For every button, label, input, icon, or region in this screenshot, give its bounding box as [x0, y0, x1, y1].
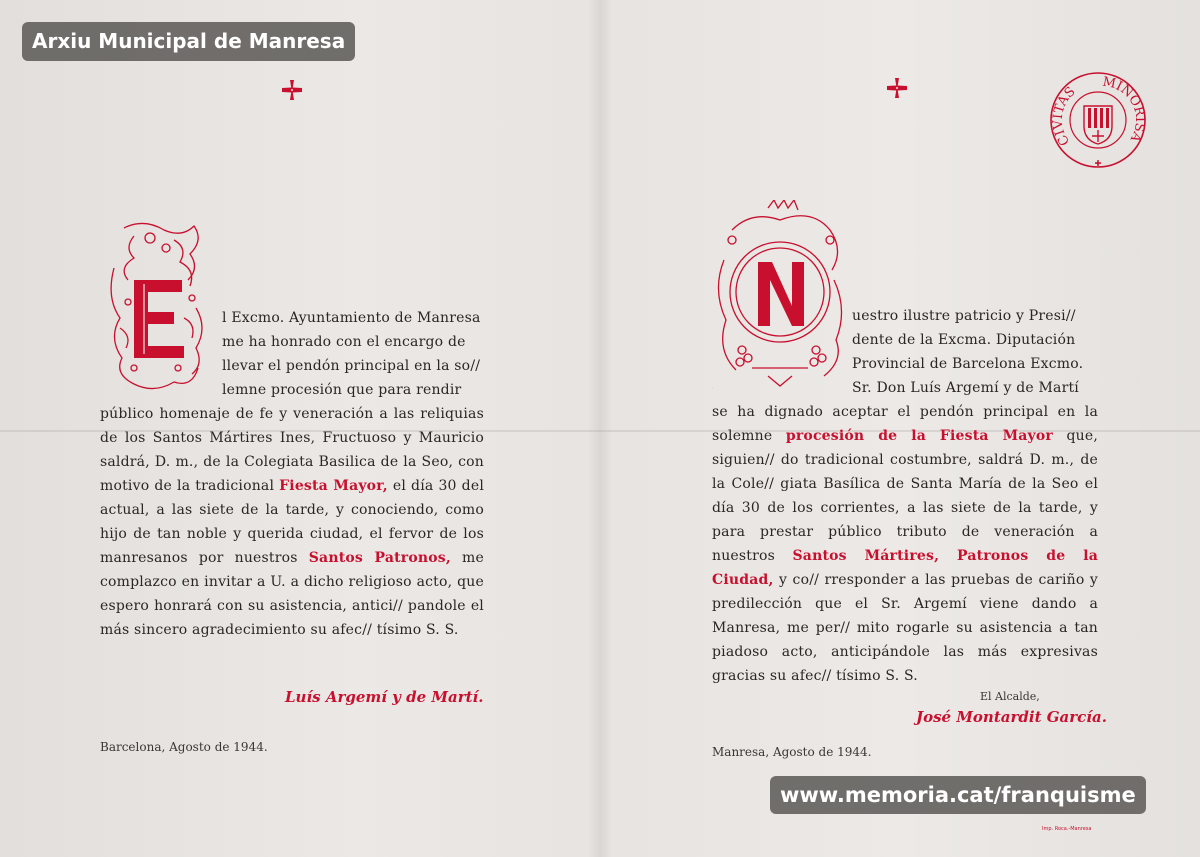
left-line-3: llevar el pendón principal en la so// [222, 358, 481, 374]
right-line-1: uestro ilustre patricio y Presi// [852, 308, 1076, 324]
cross-icon [282, 80, 302, 100]
right-signature: José Montardit García. [916, 708, 1107, 726]
right-body-part2: que, siguien// do tradicional costumbre, saldrá D. m., de la Cole// giata Basílica de Santa María de la Seo el día 30 de los corrientes, a las siete de la tarde, y para prestar público tributo de veneración a nuestros [712, 428, 1098, 564]
initial-letter: N [712, 389, 713, 390]
right-line-4: Sr. Don Luís Argemí y de Martí [852, 380, 1079, 396]
seal-text-left: CIVITAS [1050, 84, 1079, 149]
right-line-2: dente de la Excma. Diputación [852, 332, 1076, 348]
cross-icon [887, 78, 907, 98]
right-opening-lines [852, 304, 1096, 400]
left-body-part3: me complazco en invitar a U. a dicho religioso acto, que espero honrará con su asistencia, antici// pandole el más sincero agradecimiento su afec// tísimo S. S. [100, 550, 485, 638]
left-body-part1: público homenaje de fe y veneración a las reliquias de los Santos Mártires Ines, Fructuoso y Mauricio saldrá, D. m., de la Colegiata Basilica de la Seo, con motivo de la tradicional [100, 406, 484, 494]
right-body-part3: y co// rresponder a las pruebas de cariño y predilección que el Sr. Argemí viene dando a Manresa, me per// mito rogarle su asistencia a tan piadoso acto, anticipándole las más expresivas gracias su afec// tísimo S. S. [712, 572, 1099, 684]
right-highlight-procesion: procesión de la Fiesta Mayor [785, 428, 1053, 444]
right-line-3: Provincial de Barcelona Excmo. [852, 356, 1084, 372]
initial-letter: E [126, 388, 127, 389]
right-body-part1: se ha dignado aceptar el pendón principal en la solemne [712, 404, 1098, 444]
website-watermark: www.memoria.cat/franquisme [770, 776, 1146, 814]
archive-watermark: Arxiu Municipal de Manresa [22, 22, 355, 61]
right-place-date: Manresa, Agosto de 1944. [712, 745, 872, 759]
svg-text:✚: ✚ [1094, 159, 1102, 168]
right-highlight-martires: Santos Mártires, Patronos de la Ciudad, [712, 548, 1098, 588]
left-highlight-fiesta: Fiesta Mayor, [279, 478, 388, 494]
city-seal-icon [1048, 70, 1148, 170]
left-signature: Luís Argemí y de Martí. [285, 688, 484, 706]
right-body-text [712, 400, 1098, 688]
printer-mark: Imp. Roca.-Manresa [1042, 826, 1092, 832]
left-line-4: lemne procesión que para rendir [222, 382, 462, 398]
left-highlight-patronos: Santos Patronos, [308, 550, 451, 566]
mayor-title: El Alcalde, [980, 690, 1040, 703]
left-line-2: me ha honrado con el encargo de [222, 334, 466, 350]
left-place-date: Barcelona, Agosto de 1944. [100, 740, 268, 754]
seal-text-right: MINORISA [1101, 74, 1148, 145]
left-line-1: l Excmo. Ayuntamiento de Manresa [222, 310, 481, 326]
illuminated-initial-e [104, 218, 212, 394]
left-opening-lines [222, 306, 484, 402]
illuminated-initial-n [712, 200, 848, 390]
left-body-part2: el día 30 del actual, a las siete de la tarde, y conociendo, como hijo de tan noble y querida ciudad, el fervor de los manresanos por nuestros [100, 478, 484, 566]
left-body-text [100, 402, 484, 642]
